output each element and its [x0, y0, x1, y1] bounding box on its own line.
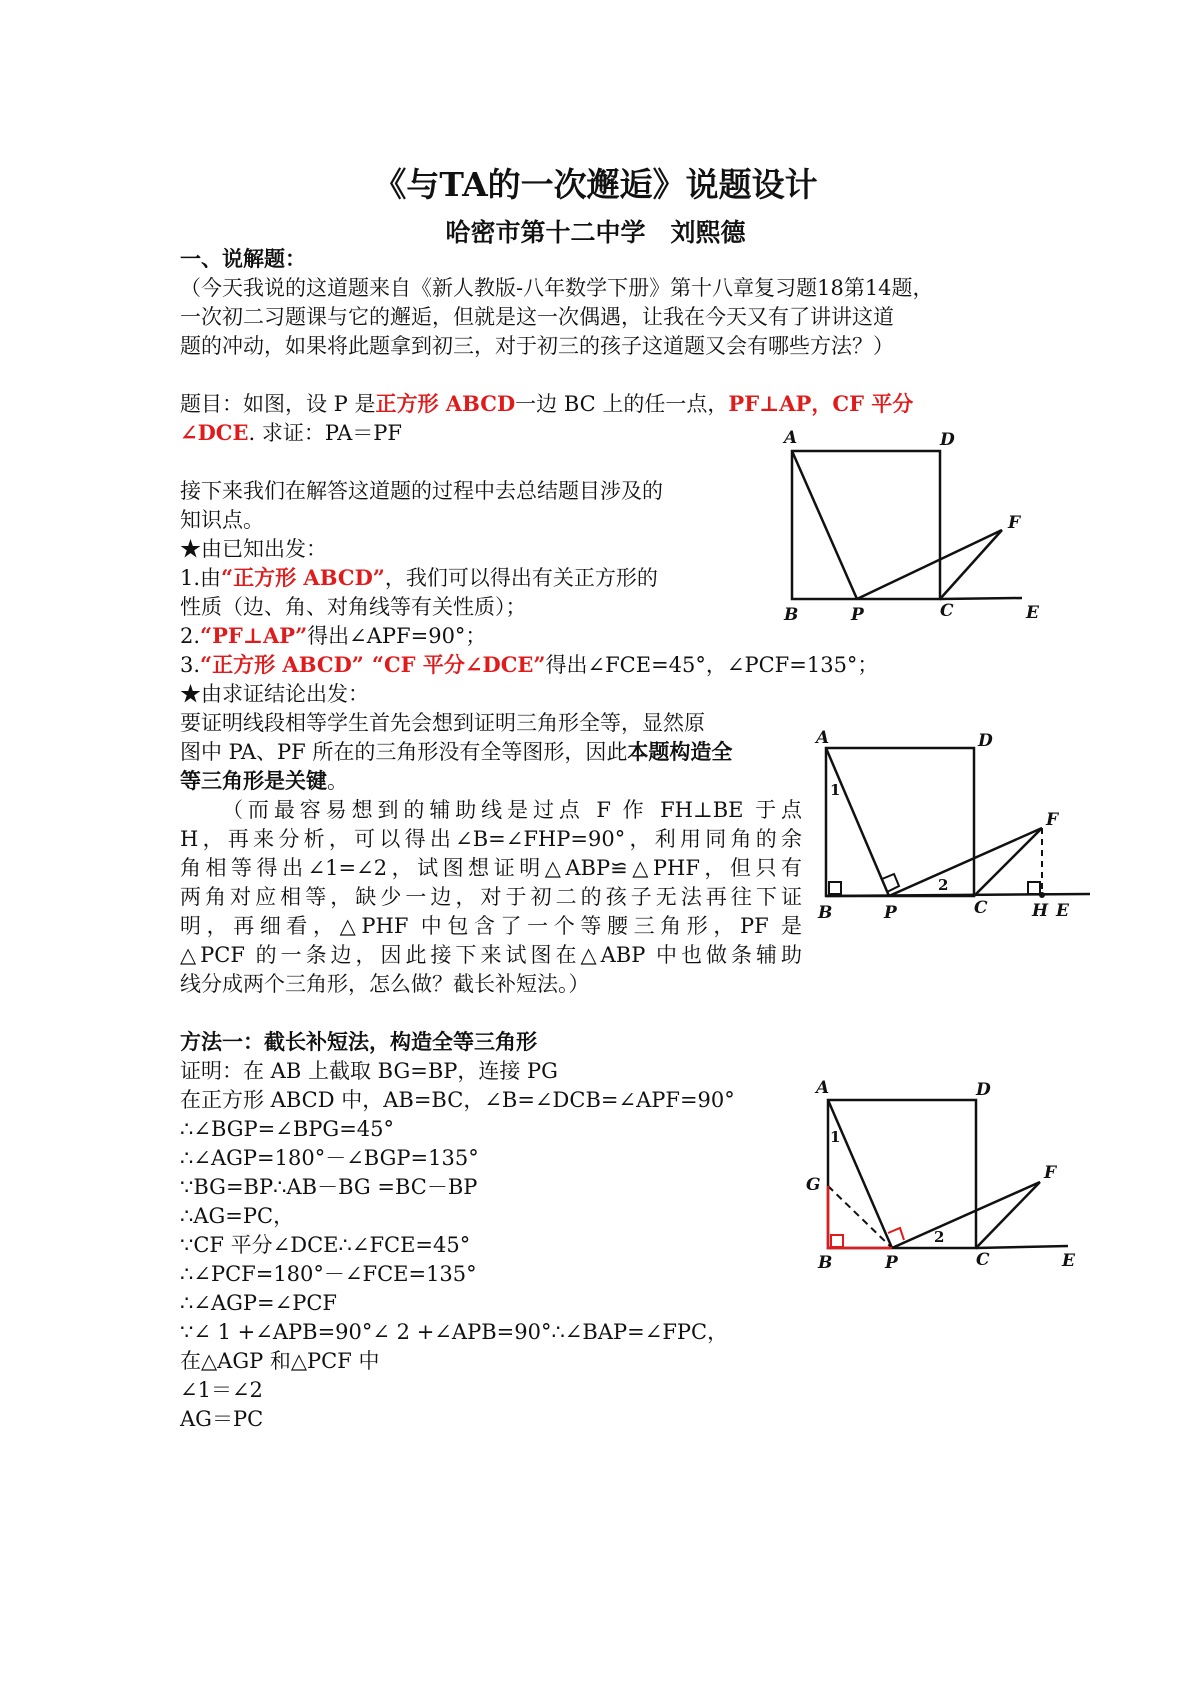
right-angle-p	[888, 1228, 904, 1240]
proof-line: ∵∠ 1 +∠APB=90°∠ 2 +∠APB=90°∴∠BAP=∠FPC，	[180, 1320, 729, 1344]
label-c: C	[976, 1250, 990, 1270]
analysis-line: （而最容易想到的辅助线是过点 F 作 FH⊥BE 于点	[222, 798, 802, 822]
proof-line: AG＝PC	[180, 1407, 264, 1431]
label-e: E	[1062, 1251, 1075, 1271]
label-d: D	[976, 1080, 991, 1100]
label-p: P	[851, 605, 864, 625]
label-p: P	[884, 903, 897, 923]
goal-line: 要证明线段相等学生首先会想到证明三角形全等，显然原	[180, 711, 705, 735]
text: ，我们可以得出有关正方形的	[384, 566, 658, 590]
document-title: 《与TA的一次邂逅》说题设计	[373, 165, 818, 204]
figure-1-square-diagram	[780, 430, 1070, 640]
goal-heading: ★由求证结论出发：	[180, 682, 369, 706]
label-a: A	[816, 1078, 830, 1098]
highlight-text: CF 平分	[832, 391, 914, 416]
dashed-gp	[828, 1186, 892, 1248]
label-e: E	[1056, 901, 1069, 921]
problem-text: 一边 BC 上的任一点，	[515, 392, 729, 416]
label-p: P	[885, 1253, 898, 1273]
square-abcd	[828, 1100, 976, 1248]
label-d: D	[978, 731, 993, 751]
proof-line: 在正方形 ABCD 中，AB=BC，∠B=∠DCB=∠APF=90°	[180, 1088, 735, 1112]
text: 得出∠FCE=45°，∠PCF=135°；	[545, 653, 879, 677]
summary-line: 接下来我们在解答这道题的过程中去总结题目涉及的	[180, 479, 663, 503]
label-e: E	[1026, 603, 1039, 623]
figure-3-cut-long-diagram	[800, 1080, 1090, 1290]
proof-line: ∴∠AGP=∠PCF	[180, 1291, 337, 1315]
intro-line: （今天我说的这道题来自《新人教版-八年数学下册》第十八章复习题18第14题，	[180, 276, 934, 300]
known-heading: ★由已知出发：	[180, 537, 327, 561]
label-c: C	[974, 898, 988, 918]
known-item-3	[180, 653, 878, 677]
label-h: H	[1032, 901, 1049, 921]
label-c: C	[940, 601, 954, 621]
analysis-line: △PCF 的一条边，因此接下来试图在△ABP 中也做条辅助	[180, 943, 802, 967]
proof-line: ∵BG=BP∴AB－BG =BC－BP	[180, 1175, 478, 1199]
highlight-text: ∠DCE	[180, 420, 249, 445]
bold-text: 本题构造全	[627, 739, 733, 764]
angle-label-2: 2	[934, 1228, 945, 1246]
text: 。	[327, 769, 348, 793]
segment-cf	[974, 828, 1042, 896]
label-b: B	[784, 605, 799, 625]
problem-statement	[180, 421, 402, 445]
highlight-text: ，	[811, 391, 833, 416]
highlight-text: “CF 平分∠DCE”	[371, 652, 546, 677]
segment-ap	[828, 1100, 892, 1248]
angle-label-1: 1	[830, 1128, 841, 1146]
square-abcd	[792, 451, 940, 599]
analysis-line: H，再来分析，可以得出∠B=∠FHP=90°，利用同角的余	[180, 827, 802, 851]
problem-text: . 求证：PA＝PF	[248, 421, 402, 445]
known-item-1	[180, 566, 658, 590]
angle-label-2: 2	[938, 876, 949, 894]
label-d: D	[940, 430, 955, 450]
label-f: F	[1008, 513, 1021, 533]
goal-line	[180, 740, 732, 764]
proof-line: ∵CF 平分∠DCE∴∠FCE=45°	[180, 1233, 471, 1257]
label-b: B	[818, 903, 833, 923]
known-item-2	[180, 624, 486, 648]
highlight-text: 正方形 ABCD	[375, 391, 516, 416]
square-abcd	[826, 748, 974, 896]
right-angle-h	[1028, 882, 1040, 894]
highlight-text: “PF⊥AP”	[200, 623, 308, 648]
section-heading: 一、说解题：	[180, 246, 306, 271]
proof-line: ∴∠PCF=180°－∠FCE=135°	[180, 1262, 477, 1286]
label-a: A	[784, 428, 798, 448]
goal-line	[180, 769, 348, 793]
intro-line: 一次初二习题课与它的邂逅，但就是这一次偶遇，让我在今天又有了讲讲这道	[180, 305, 894, 329]
proof-line: ∠1＝∠2	[180, 1378, 263, 1402]
label-g: G	[806, 1175, 821, 1195]
line-ce	[940, 598, 1022, 599]
segment-ap	[792, 451, 857, 599]
proof-line: ∴∠BGP=∠BPG=45°	[180, 1117, 395, 1141]
highlight-text: PF⊥AP	[728, 391, 812, 416]
label-f: F	[1044, 1163, 1057, 1183]
summary-line: 知识点。	[180, 508, 264, 532]
problem-text: 题目：如图，设 P 是	[180, 392, 376, 416]
known-item-1-cont: 性质（边、角、对角线等有关性质）；	[180, 595, 527, 619]
proof-line: 在△AGP 和△PCF 中	[180, 1349, 380, 1373]
text: 3.	[180, 653, 201, 677]
right-angle-b	[829, 882, 841, 894]
highlight-text: “正方形 ABCD”	[221, 565, 385, 590]
angle-label-1: 1	[830, 781, 841, 799]
segment-pf	[889, 828, 1042, 896]
proof-line: 证明：在 AB 上截取 BG=BP，连接 PG	[180, 1059, 558, 1083]
segment-pf	[892, 1182, 1040, 1248]
figure-2-perpendicular-diagram	[816, 728, 1110, 950]
highlight-text: “正方形 ABCD”	[200, 652, 364, 677]
bold-text: 等三角形是关键	[180, 768, 327, 793]
intro-line: 题的冲动，如果将此题拿到初三，对于初三的孩子这道题又会有哪些方法？）	[180, 334, 894, 358]
segment-pf	[857, 530, 1002, 599]
problem-statement	[180, 392, 913, 416]
segment-cf	[940, 530, 1002, 599]
segment-ap	[826, 748, 889, 896]
text: 得出∠APF=90°；	[307, 624, 487, 648]
right-angle-b	[831, 1235, 843, 1247]
analysis-line: 线分成两个三角形，怎么做？截长补短法。）	[180, 972, 590, 996]
label-f: F	[1046, 810, 1059, 830]
segment-cf	[976, 1182, 1040, 1248]
method-heading: 方法一：截长补短法，构造全等三角形	[180, 1029, 537, 1054]
analysis-line: 两角对应相等，缺少一边，对于初二的孩子无法再往下证	[180, 885, 802, 909]
proof-line: ∴AG=PC，	[180, 1204, 295, 1228]
analysis-line: 角相等得出∠1=∠2，试图想证明△ABP≌△PHF，但只有	[180, 856, 802, 880]
text: 2.	[180, 624, 201, 648]
line-be	[826, 894, 1090, 896]
author-line: 哈密市第十二中学 刘熙德	[445, 218, 746, 247]
text: 图中 PA、PF 所在的三角形没有全等图形，因此	[180, 740, 628, 764]
text: 1.由	[180, 566, 222, 590]
label-b: B	[818, 1253, 833, 1273]
analysis-line: 明，再细看，△PHF 中包含了一个等腰三角形，PF 是	[180, 914, 802, 938]
line-be	[976, 1246, 1068, 1248]
point-h	[1039, 892, 1045, 898]
label-a: A	[816, 728, 830, 748]
proof-line: ∴∠AGP=180°－∠BGP=135°	[180, 1146, 479, 1170]
